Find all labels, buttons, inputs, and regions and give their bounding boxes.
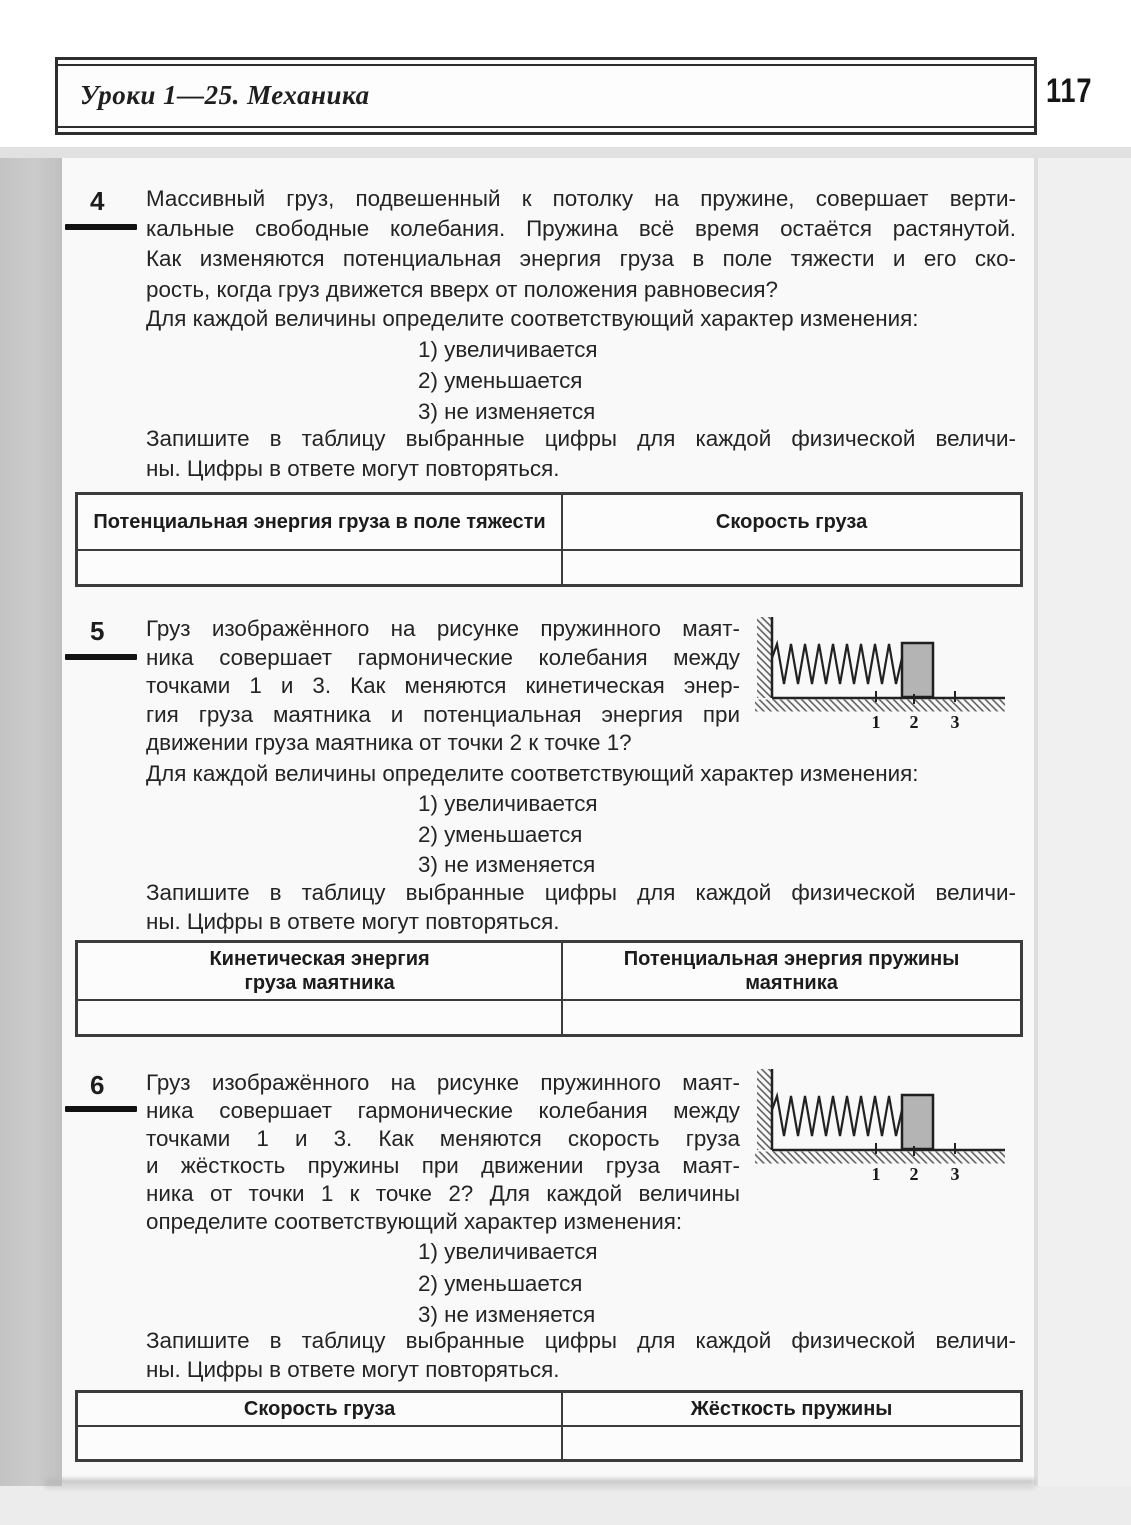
problem-text [146,184,1016,305]
text-line: ны. Цифры в ответе могут повторяться. [146,456,560,481]
page-number: 117 [1046,72,1093,110]
text-line: гия груза маятника и потенциальная энергия при [146,701,740,727]
text-line: Для каждой величины определите соответствующий характер изменения: [146,761,919,786]
answer-cell [563,551,1020,584]
options-list [418,1236,598,1331]
table-header-cell: Потенциальная энергия груза в поле тяжести [78,495,563,551]
problem-marker-bar [65,1106,137,1112]
option-item: 1) увеличивается [418,1239,598,1264]
book-gutter [0,158,62,1486]
point-label: 3 [950,712,960,732]
answer-cell [78,1427,563,1459]
options-list [418,789,598,881]
option-item: 1) увеличивается [418,791,598,816]
floor-hatch [755,1152,1005,1164]
option-item: 2) уменьшается [418,821,583,847]
load-block [902,643,933,697]
answer-cell [78,1001,563,1034]
answer-cell [563,1427,1020,1459]
chapter-header-box [55,57,1037,135]
option-item: 3) не изменяется [418,852,596,877]
text-line: точками 1 и 3. Как меняются скорость груза [146,1125,740,1151]
floor-hatch [755,700,1005,712]
point-label: 1 [871,712,881,732]
text-line: ника от точки 1 к точке 2? Для каждой величины [146,1181,740,1207]
answer-instruction [146,1326,1016,1384]
table-header-cell: Кинетическая энергия груза маятника [78,943,563,1001]
scan-right-margin [1038,158,1131,1486]
problem-marker-bar [65,654,137,660]
option-item: 2) уменьшается [418,368,583,393]
text-line: ны. Цифры в ответе могут повторяться. [146,909,560,934]
table-header-cell: Скорость груза [563,495,1020,551]
option-item: 1) увеличивается [418,337,598,362]
text-line: Запишите в таблицу выбранные цифры для каждой физической величи- [146,880,1016,905]
answer-instruction [146,878,1016,936]
text-line: Как изменяются потенциальная энергия груза в поле тяжести и его ско- [146,246,1016,272]
answer-cell [78,551,563,584]
point-label: 2 [909,712,919,732]
prompt-line [146,761,1016,787]
text-line: Запишите в таблицу выбранные цифры для каждой физической величи- [146,426,1016,451]
text-line: Запишите в таблицу выбранные цифры для каждой физической величи- [146,1328,1016,1353]
text-line: определите соответствующий характер изменения: [146,1208,683,1234]
answer-table [75,492,1023,587]
spring-zigzag [772,1096,902,1136]
text-line: Груз изображённого на рисунке пружинного маят- [146,1070,740,1095]
page-bottom-shadow [45,1479,1035,1491]
problem-number: 6 [90,1070,105,1100]
problem-text [146,1069,740,1236]
text-line: кальные свободные колебания. Пружина всё время остаётся растянутой. [146,216,1016,242]
table-header-cell: Потенциальная энергия пружины маятника [563,943,1020,1001]
answer-cell [563,1001,1020,1034]
table-header-cell: Жёсткость пружины [563,1393,1020,1427]
text-line: Груз изображённого на рисунке пружинного маят- [146,616,740,641]
wall-hatch [757,617,772,698]
problem-text [146,615,740,758]
table-header-cell: Скорость груза [78,1393,563,1427]
point-label: 1 [871,1164,881,1184]
scan-edge-band [0,147,1131,158]
option-item: 3) не изменяется [418,1302,596,1327]
text-line: Массивный груз, подвешенный к потолку на пружине, совершает верти- [146,186,1016,211]
point-label: 3 [950,1164,960,1184]
problem-number: 4 [90,186,105,216]
wall-hatch [757,1069,772,1150]
problem-number: 5 [90,616,105,646]
text-line: Для каждой величины определите соответствующий характер изменения: [146,306,919,331]
text-line: рость, когда груз движется вверх от положения равновесия? [146,276,778,302]
text-line: и жёсткость пружины при движении груза маят- [146,1153,740,1179]
text-line: точками 1 и 3. Как меняются кинетическая энер- [146,673,740,699]
answer-table [75,940,1023,1037]
load-block [902,1095,933,1149]
answer-instruction [146,424,1016,484]
text-line: движении груза маятника от точки 2 к точке 1? [146,730,632,756]
pendulum-figure [753,612,1010,734]
spring-zigzag [772,644,902,684]
prompt-line [146,306,1016,332]
text-line: ника совершает гармонические колебания между [146,644,740,670]
pendulum-figure [753,1064,1010,1186]
problem-marker-bar [65,224,137,230]
chapter-title: Уроки 1—25. Механика [80,79,370,110]
option-item: 2) уменьшается [418,1270,583,1296]
scan-bottom-margin [0,1486,1131,1525]
options-list [418,334,598,427]
option-item: 3) не изменяется [418,399,596,424]
answer-table [75,1390,1023,1462]
text-line: ника совершает гармонические колебания между [146,1097,740,1123]
point-label: 2 [909,1164,919,1184]
text-line: ны. Цифры в ответе могут повторяться. [146,1357,560,1382]
